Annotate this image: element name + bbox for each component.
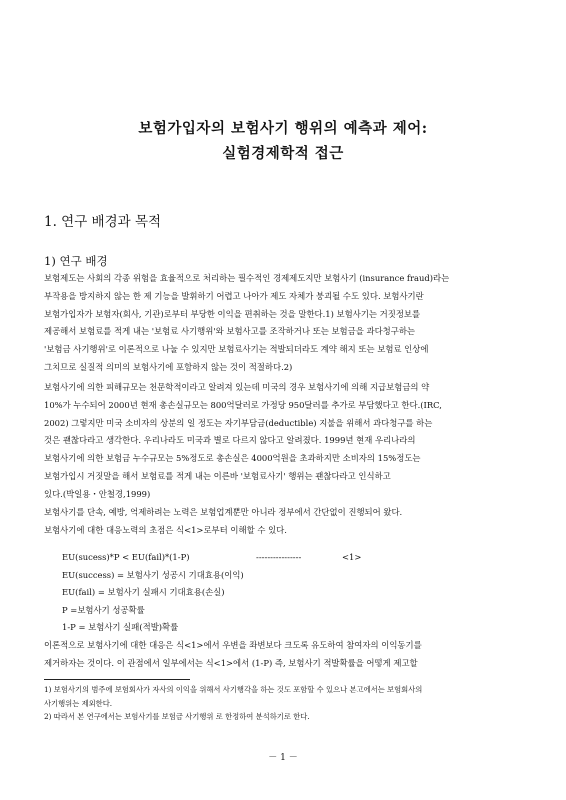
equation-definition: 1-P = 보험사기 실패(적발)확률	[62, 622, 179, 632]
paragraph-4	[44, 637, 534, 673]
text-line: 10%가 누수되어 2000년 현재 총손실규모는 800억달러로 가정당 950달러를 추가로 부담했다고 한다.(IRC,	[44, 399, 442, 410]
text-line: 제거하자는 것이다. 이 관점에서 일부에서는 식<1>에서 (1-P) 즉, 보험사기 적발확률을 어떻게 제고할	[44, 657, 418, 668]
footnote-line: 1) 보험사기의 범주에 보험회사가 자사의 이익을 위해서 사기행각을 하는 것도 포함할 수 있으나 본고에서는 보험회사의	[44, 685, 423, 694]
equation-definition: P =보험사기 성공확률	[62, 604, 145, 615]
text-line: 2002) 그렇지만 미국 소비자의 상분의 일 정도는 자기부담금(deductible) 지불을 위해서 과다청구를 하는	[44, 417, 433, 428]
equation-block	[62, 549, 522, 637]
text-line: 보험가입자가 보험자(회사, 기관)로부터 부당한 이익을 편취하는 것을 말한다.1) 보험사기는 거짓정보를	[44, 308, 421, 319]
text-line: 이론적으로 보험사기에 대한 대응은 식<1>에서 우변을 좌변보다 크도록 유도하여 참여자의 이익동기를	[44, 640, 422, 650]
footnote-line: 2) 따라서 본 연구에서는 보험사기를 보험금 사기행위 로 한정하여 분석하기로 한다.	[44, 712, 310, 722]
text-line: 보험사기에 대한 대응노력의 초점은 식<1>로부터 이해할 수 있다.	[44, 524, 287, 535]
paragraph-3	[44, 504, 534, 540]
text-line: 것은 괜찮다라고 생각한다. 우리나라도 미국과 별로 다르지 않다고 알려졌다. 1999년 현재 우리나라의	[44, 435, 416, 446]
text-line: 보험가입시 거짓말을 해서 보험료를 적게 내는 이른바 '보험료사기' 행위는 괜찮다라고 인식하고	[44, 470, 391, 481]
footnote-line: 사기행위는 제외한다.	[44, 698, 113, 708]
equation-expression: EU(sucess)*P < EU(fail)*(1-P)	[62, 552, 190, 562]
text-line: '보험금 사기행위'로 이론적으로 나눌 수 있지만 보험료사기는 적발되더라도 계약 해지 또는 보험료 인상에	[44, 344, 429, 355]
equation-definition: EU(success) = 보험사기 성공시 기대효용(이익)	[62, 569, 244, 580]
text-line: 그치므로 실질적 의미의 보험사기에 포함하지 않는 것이 적절하다.2)	[44, 361, 293, 372]
text-line: 보험제도는 사회의 각종 위험을 효율적으로 처리하는 필수적인 경제제도지만 보험사기 (insurance fraud)라는	[44, 273, 450, 283]
text-line: 제공해서 보험료를 적게 내는 '보험료 사기행위'와 보험사고를 조작하거나 또는 보험금을 과다청구하는	[44, 326, 416, 337]
equation-main-line	[62, 549, 522, 567]
subsection-heading: 1) 연구 배경	[44, 254, 108, 268]
equation-leader-dashes: ----------------	[256, 552, 302, 562]
paragraph-2	[44, 379, 534, 504]
equation-number: <1>	[342, 552, 362, 562]
section-heading: 1. 연구 배경과 목적	[44, 214, 162, 230]
footnotes	[44, 683, 534, 724]
paper-title-line-1: 보험가입자의 보험사기 행위의 예측과 제어:	[138, 120, 428, 137]
text-line: 보험사기에 의한 피해규모는 천문학적이라고 알려져 있는데 미국의 경우 보험사기에 의해 지급보험금의 약	[44, 382, 430, 392]
text-line: 보험사기를 단속, 예방, 억제하려는 노력은 보험업계뿐만 아니라 정부에서 간단없이 진행되어 왔다.	[44, 507, 403, 517]
footnote-divider	[44, 679, 190, 680]
paragraph-1	[44, 270, 534, 377]
text-line: 부작용을 방지하지 않는 한 제 기능을 발휘하기 어렵고 나아가 제도 자체가 붕괴될 수도 있다. 보험사기란	[44, 290, 424, 301]
text-line: 있다.(박일용・안철경,1999)	[44, 488, 151, 499]
page-number: － 1 －	[268, 753, 298, 763]
paper-title-line-2: 실험경제학적 접근	[222, 145, 344, 162]
equation-definition: EU(fail) = 보험사기 실패시 기대효용(손실)	[62, 587, 225, 597]
text-line: 보험사기에 의한 보험금 누수규모는 5%정도로 총손실은 4000억원을 초과하지만 소비자의 15%정도는	[44, 453, 421, 464]
